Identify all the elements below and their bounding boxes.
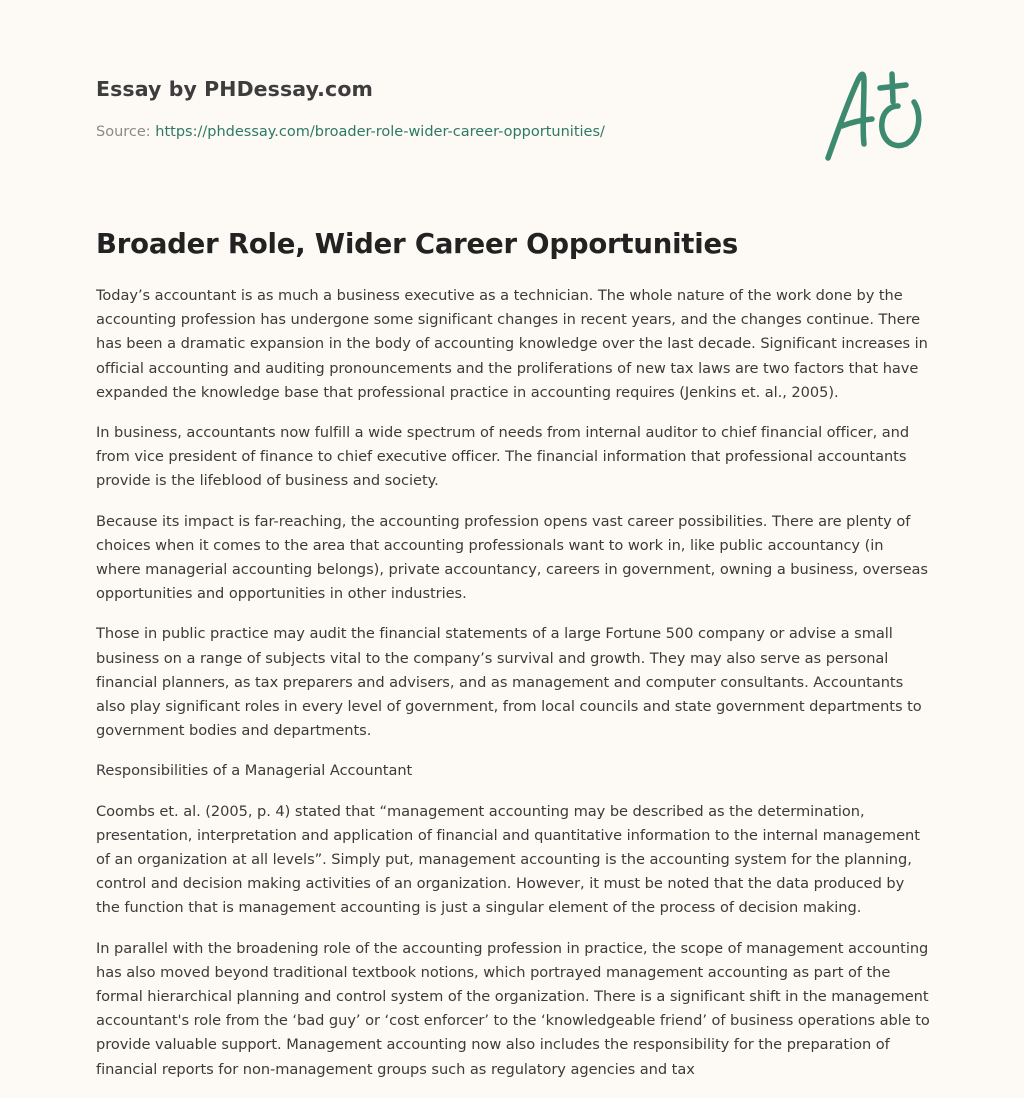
essay-title: Broader Role, Wider Career Opportunities (96, 228, 739, 260)
essay-paragraph: In parallel with the broadening role of the accounting profession in practice, the scope of management accounting has also moved beyond traditional textbook notions, which portrayed management accounting as part of the formal hierarchical planning and control system of the organization. There is a significant shift in the management accountant's role from the ‘bad guy’ or ‘cost enforcer’ to the ‘knowledgeable friend’ of business operations able to provide valuable support. Management accounting now also includes the responsibility for the preparation of financial reports for non-management groups such as regulatory agencies and tax (96, 939, 930, 1078)
source-label: Source: (96, 124, 151, 140)
section-heading: Responsibilities of a Managerial Accountant (96, 762, 413, 780)
a-plus-logo-icon (818, 66, 928, 166)
essay-paragraph: In business, accountants now fulfill a wide spectrum of needs from internal auditor to chief financial officer, and from vice president of finance to chief executive officer. The financial information that professional accountants provide is the lifeblood of business and society. (96, 424, 910, 490)
essay-paragraph: Coombs et. al. (2005, p. 4) stated that “management accounting may be described as the determination, presentation, interpretation and application of financial and quantitative information to the internal management of an organization at all levels”. Simply put, management accounting is the accounting system for the planning, control and decision making activities of an organization. However, it must be noted that the data produced by the function that is management accounting is just a singular element of the process of decision making. (96, 802, 920, 917)
essay-paragraph: Those in public practice may audit the financial statements of a large Fortune 500 company or advise a small business on a range of subjects vital to the company’s survival and growth. They may also serve as personal financial planners, as tax preparers and advisers, and as management and computer consultants. Accountants also play significant roles in every level of government, from local councils and state government departments to government bodies and departments. (96, 625, 922, 740)
site-title: Essay by PHDessay.com (96, 77, 373, 101)
essay-body (96, 284, 930, 1098)
page-header (96, 74, 916, 142)
a-plus-logo-graphic (818, 66, 928, 166)
essay-paragraph: Because its impact is far-reaching, the accounting profession opens vast career possibilities. There are plenty of choices when it comes to the area that accounting professionals want to work in, like public accountancy (in where managerial accounting belongs), private accountancy, careers in government, owning a business, overseas opportunities and opportunities in other industries. (96, 512, 928, 603)
essay-paragraph: Today’s accountant is as much a business executive as a technician. The whole nature of the work done by the accounting profession has undergone some significant changes in recent years, and the changes continue. There has been a dramatic expansion in the body of accounting knowledge over the last decade. Significant increases in official accounting and auditing pronouncements and the proliferations of new tax laws are two factors that have expanded the knowledge base that professional practice in accounting requires (Jenkins et. al., 2005). (96, 287, 928, 401)
source-link[interactable]: https://phdessay.com/broader-role-wider-career-opportunities/ (155, 124, 605, 140)
source-line (96, 122, 916, 142)
